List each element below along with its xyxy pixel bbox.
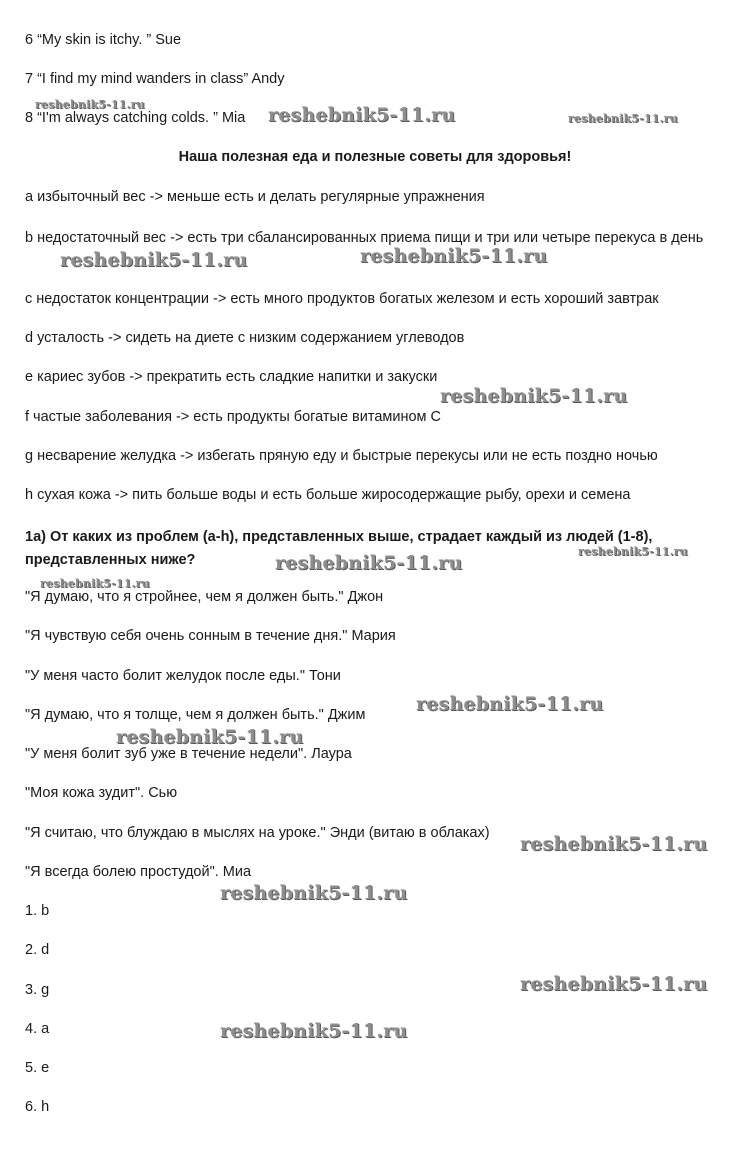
watermark: reshebnik5-11.ru <box>416 693 604 715</box>
advice-item-g: g несварение желудка -> избегать пряную еду и быстрые перекусы или не есть поздно ночью <box>25 448 658 464</box>
quote-ru-8: "Я всегда болею простудой". Миа <box>25 864 252 880</box>
watermark: reshebnik5-11.ru <box>40 577 150 590</box>
watermark: reshebnik5-11.ru <box>116 726 304 748</box>
watermark: reshebnik5-11.ru <box>440 385 628 407</box>
watermark: reshebnik5-11.ru <box>35 98 145 111</box>
task-question: 1a) От каких из проблем (a-h), представленных выше, страдает каждый из людей (1-8), представленных ниже? <box>25 529 653 568</box>
quote-ru-1: "Я думаю, что я стройнее, чем я должен быть." Джон <box>25 589 384 605</box>
answer-1: 1. b <box>25 903 50 919</box>
quote-ru-6: "Моя кожа зудит". Сью <box>25 785 178 801</box>
advice-item-a: a избыточный вес -> меньше есть и делать регулярные упражнения <box>25 189 485 205</box>
advice-item-b: b недостаточный вес -> есть три сбалансированных приема пищи и три или четыре перекуса в день <box>25 230 704 246</box>
advice-title: Наша полезная еда и полезные советы для здоровья! <box>178 149 572 165</box>
watermark: reshebnik5-11.ru <box>220 1020 408 1042</box>
answer-2: 2. d <box>25 942 50 958</box>
quote-ru-5: "У меня болит зуб уже в течение недели". Лаура <box>25 746 352 762</box>
advice-item-e: e кариес зубов -> прекратить есть сладкие напитки и закуски <box>25 369 438 385</box>
answer-5: 5. e <box>25 1060 50 1076</box>
watermark: reshebnik5-11.ru <box>60 249 248 271</box>
advice-item-f: f частые заболевания -> есть продукты богатые витамином C <box>25 409 441 425</box>
watermark: reshebnik5-11.ru <box>220 882 408 904</box>
quote-en-7: 7 “I find my mind wanders in class” Andy <box>25 71 285 87</box>
watermark: reshebnik5-11.ru <box>568 112 678 125</box>
watermark: reshebnik5-11.ru <box>520 833 708 855</box>
quote-en-6: 6 “My skin is itchy. ” Sue <box>25 32 182 48</box>
quote-ru-3: "У меня часто болит желудок после еды." Тони <box>25 668 341 684</box>
quote-en-8: 8 “I'm always catching colds. ” Mia <box>25 110 246 126</box>
advice-item-h: h сухая кожа -> пить больше воды и есть больше жиросодержащие рыбу, орехи и семена <box>25 487 631 503</box>
answer-3: 3. g <box>25 982 50 998</box>
watermark: reshebnik5-11.ru <box>275 552 463 574</box>
advice-item-d: d усталость -> сидеть на диете с низким содержанием углеводов <box>25 330 465 346</box>
watermark: reshebnik5-11.ru <box>520 973 708 995</box>
watermark: reshebnik5-11.ru <box>578 545 688 558</box>
quote-ru-7: "Я считаю, что блуждаю в мыслях на уроке." Энди (витаю в облаках) <box>25 825 490 841</box>
quote-ru-4: "Я думаю, что я толще, чем я должен быть." Джим <box>25 707 366 723</box>
answer-6: 6. h <box>25 1099 50 1115</box>
answer-4: 4. a <box>25 1021 50 1037</box>
watermark: reshebnik5-11.ru <box>360 245 548 267</box>
advice-item-c: c недостаток концентрации -> есть много продуктов богатых железом и есть хороший завтрак <box>25 291 659 307</box>
quote-ru-2: "Я чувствую себя очень сонным в течение дня." Мария <box>25 628 396 644</box>
watermark: reshebnik5-11.ru <box>268 104 456 126</box>
